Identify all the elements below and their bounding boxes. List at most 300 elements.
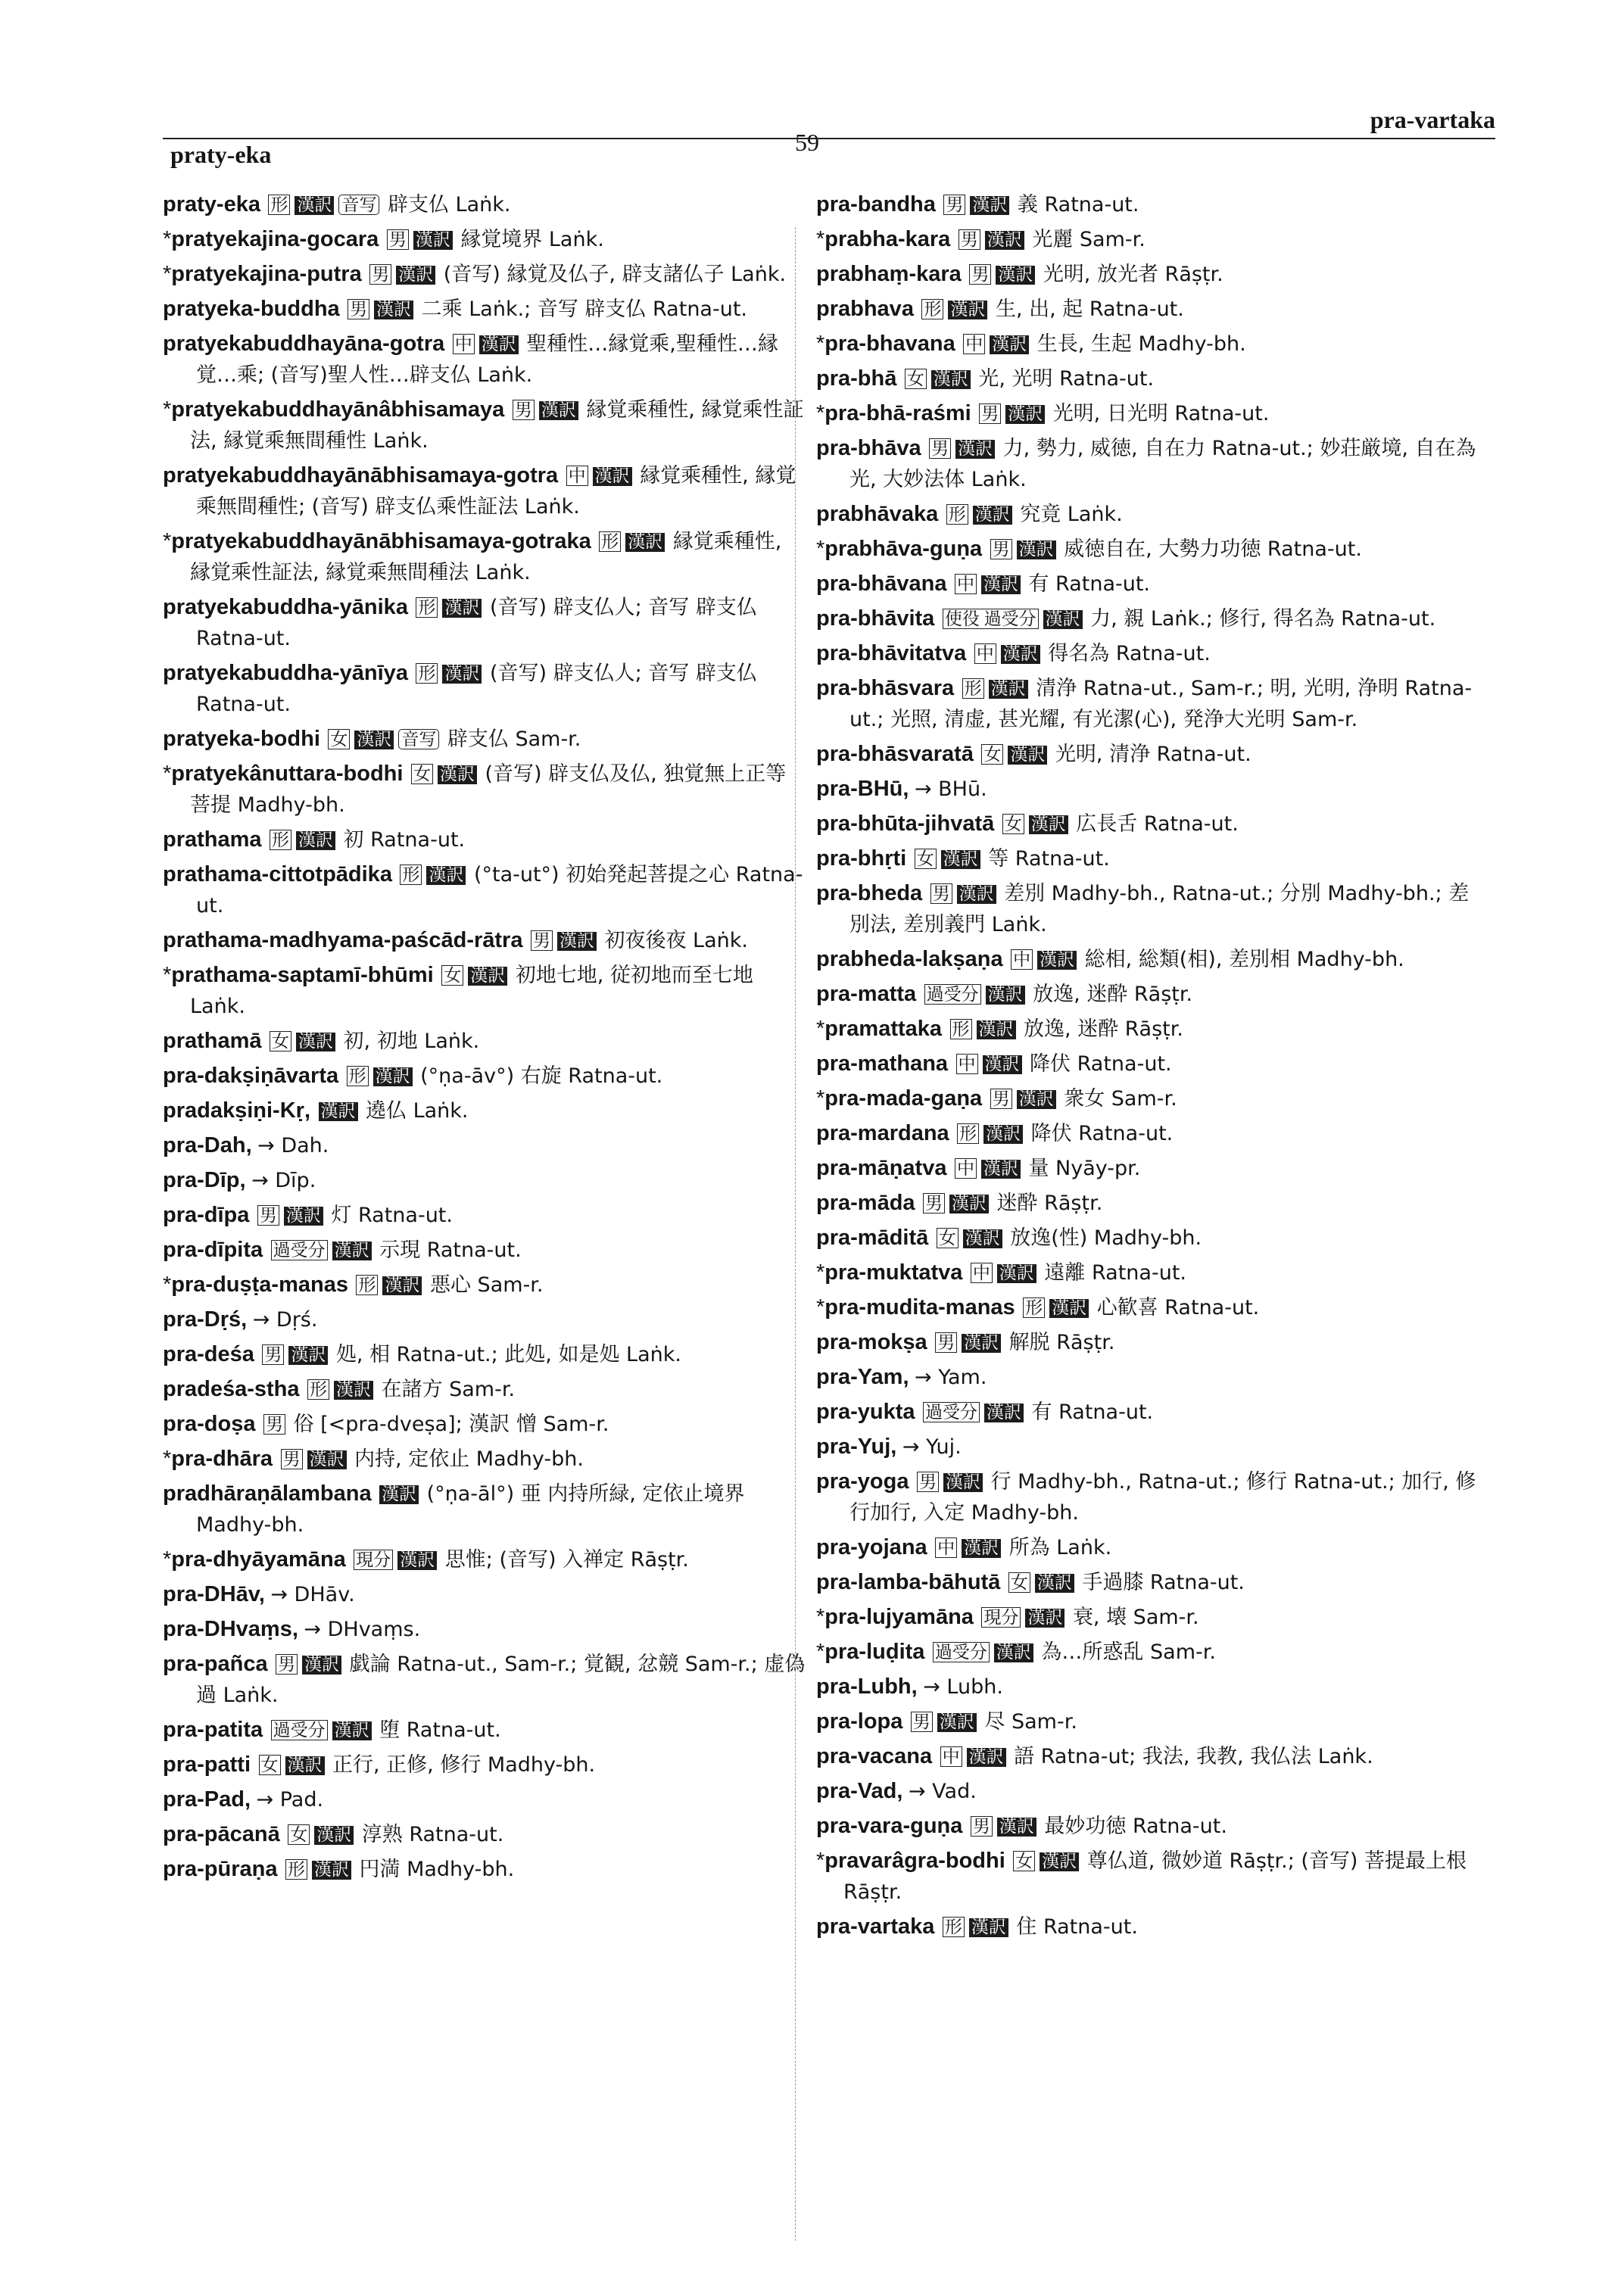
entry-text: 衰, 壊 Sam-r. <box>1072 1606 1199 1629</box>
kanyaku-tag: 漢訳 <box>1025 1609 1064 1628</box>
grammar-tag: 過受分 <box>271 1240 328 1260</box>
grammar-tag: 女 <box>270 1031 291 1051</box>
headword: pra-Pad, <box>163 1787 251 1812</box>
grammar-tag: 男 <box>923 1193 945 1213</box>
entry-text: (°ta-ut°) 初始発起菩提之心 Ratna-ut. <box>196 863 803 918</box>
entry-text: 尽 Sam-r. <box>984 1710 1077 1734</box>
kanyaku-tag: 漢訳 <box>468 967 507 986</box>
dictionary-entry <box>163 294 806 325</box>
dictionary-entry <box>816 1048 1482 1080</box>
grammar-tag: 中 <box>1011 949 1033 970</box>
entry-text: (音写) 辟支仏人; 音写 辟支仏 Ratna-ut. <box>196 596 757 650</box>
kanyaku-tag: 漢訳 <box>314 1826 354 1845</box>
grammar-tag: 男 <box>281 1449 303 1469</box>
kanyaku-tag: 漢訳 <box>354 731 394 749</box>
entry-text: 初地七地, 従初地而至七地 Laṅk. <box>190 964 753 1018</box>
dictionary-entry <box>163 1478 806 1541</box>
grammar-tag: 男 <box>990 1089 1012 1109</box>
headword: pra-bhṛti <box>816 846 907 871</box>
kanyaku-tag: 漢訳 <box>937 1713 977 1732</box>
kanyaku-tag: 漢訳 <box>931 370 971 389</box>
grammar-tag: 過受分 <box>923 1402 980 1422</box>
entry-text: 総相, 総類(相), 差別相 Madhy-bh. <box>1084 948 1404 971</box>
dictionary-entry <box>816 979 1482 1010</box>
headword: pra-Yam, <box>816 1365 909 1389</box>
grammar-tag: 男 <box>348 299 369 319</box>
entry-text: 有 Ratna-ut. <box>1031 1400 1154 1424</box>
dictionary-entry <box>163 460 806 522</box>
entry-text: 心歓喜 Ratna-ut. <box>1096 1296 1260 1319</box>
dictionary-entry <box>163 1304 806 1335</box>
grammar-tag: 形 <box>347 1066 369 1086</box>
entry-text: 放逸, 迷酔 Rāṣṭr. <box>1033 983 1193 1006</box>
dictionary-entry <box>816 569 1482 600</box>
kanyaku-tag: 漢訳 <box>438 765 477 784</box>
entry-text: 光明, 日光明 Ratna-ut. <box>1052 402 1270 425</box>
entry-text: 力, 勢力, 威徳, 自在力 Ratna-ut.; 妙荘厳境, 自在為光, 大妙法体 Laṅk. <box>849 437 1476 491</box>
grammar-tag: 男 <box>959 229 980 250</box>
headword: prathama-cittotpādika <box>163 862 392 886</box>
headword: pra-DHvaṃs, <box>163 1617 298 1641</box>
grammar-tag: 男 <box>276 1654 298 1675</box>
dictionary-entry <box>816 1671 1482 1703</box>
grammar-tag: 男 <box>969 264 991 285</box>
entry-text: 差別 Madhy-bh., Ratna-ut.; 分別 Madhy-bh.; 差別法, 差別義門 Laṅk. <box>849 882 1470 936</box>
headword: pradakṣiṇi-Kṛ, <box>163 1098 310 1123</box>
dictionary-entry <box>163 1270 806 1301</box>
kanyaku-tag: 漢訳 <box>962 1539 1001 1558</box>
headword: pra-matta <box>816 982 917 1006</box>
headword: * pra-mudita-manas <box>816 1295 1015 1319</box>
headword: * pra-lujyamāna <box>816 1605 974 1629</box>
kanyaku-tag: 漢訳 <box>1049 1299 1089 1318</box>
dictionary-entry <box>816 878 1482 940</box>
headword: prabheda-lakṣaṇa <box>816 947 1003 971</box>
entry-text: 内持, 定依止 Madhy-bh. <box>354 1447 584 1471</box>
grammar-tag: 女 <box>1008 1572 1030 1593</box>
grammar-tag: 男 <box>917 1472 939 1492</box>
grammar-tag: 形 <box>400 865 422 885</box>
dictionary-entry <box>163 1130 806 1161</box>
dictionary-entry <box>163 1339 806 1370</box>
headword: * prabha-kara <box>816 227 950 251</box>
entry-text: 悪心 Sam-r. <box>429 1273 544 1297</box>
headword: pra-pañca <box>163 1652 268 1676</box>
grammar-tag: 男 <box>930 883 952 904</box>
kanyaku-tag: 漢訳 <box>981 575 1021 594</box>
dictionary-entry <box>163 1819 806 1850</box>
kanyaku-tag: 漢訳 <box>285 1756 325 1775</box>
kanyaku-tag: 漢訳 <box>332 1721 372 1740</box>
grammar-tag: 男 <box>990 539 1012 559</box>
kanyaku-tag: 漢訳 <box>379 1485 419 1504</box>
headword: pra-bhāvitatva <box>816 641 967 665</box>
page-number: 59 <box>795 129 819 156</box>
headword: pra-vacana <box>816 1744 933 1768</box>
dictionary-entry <box>816 329 1482 360</box>
dictionary-entry <box>163 724 806 755</box>
kanyaku-tag: 漢訳 <box>374 301 413 319</box>
dictionary-entry <box>816 1014 1482 1045</box>
entry-text: 放逸, 迷酔 Rāṣṭr. <box>1024 1017 1183 1041</box>
headword: prathama <box>163 827 262 852</box>
kanyaku-tag: 漢訳 <box>312 1861 351 1880</box>
entry-text: 為…所惑乱 Sam-r. <box>1041 1640 1216 1664</box>
grammar-tag: 女 <box>1002 814 1024 834</box>
entry-text: 最妙功徳 Ratna-ut. <box>1044 1815 1227 1838</box>
entry-text: 降伏 Ratna-ut. <box>1030 1122 1174 1145</box>
entry-text: 縁覚乘種性, 縁覚乘性証法, 縁覚乘無間種法 Laṅk. <box>190 530 782 584</box>
headword: pra-patita <box>163 1718 263 1742</box>
dictionary-entry <box>163 1235 806 1266</box>
headword: * pratyekabuddhayānābhisamaya-gotraka <box>163 529 591 553</box>
kanyaku-tag: 漢訳 <box>332 1242 372 1260</box>
grammar-tag: 中 <box>935 1537 957 1558</box>
headword: * pra-muktatva <box>816 1260 962 1285</box>
headword: * pramattaka <box>816 1017 942 1041</box>
headword: prathama-madhyama-paścād-rātra <box>163 928 523 952</box>
kanyaku-tag: 漢訳 <box>442 599 482 618</box>
dictionary-entry <box>816 739 1482 770</box>
dictionary-entry <box>816 534 1482 565</box>
grammar-tag: 中 <box>963 334 985 354</box>
entry-text: 聖種性…縁覚乘,聖種性…縁覚…乘; (音写)聖人性…辟支仏 Laṅk. <box>196 332 778 387</box>
headword: * pra-dhāra <box>163 1447 273 1471</box>
entry-text: 光明, 清浄 Ratna-ut. <box>1055 743 1252 766</box>
headword: prabhāvaka <box>816 502 939 526</box>
grammar-tag: 過受分 <box>271 1720 328 1740</box>
entry-text: 衆女 Sam-r. <box>1064 1087 1177 1111</box>
entry-text: 清浄 Ratna-ut., Sam-r.; 明, 光明, 浄明 Ratna-ut.; 光照, 清虚, 甚光耀, 有光潔(心), 発浄大光明 Sam-r. <box>849 677 1473 731</box>
kanyaku-tag: 漢訳 <box>396 266 435 285</box>
dictionary-entry <box>816 1188 1482 1219</box>
grammar-tag: 中 <box>971 1263 993 1283</box>
kanyaku-tag: 漢訳 <box>963 1229 1002 1248</box>
grammar-tag: 男 <box>531 930 553 951</box>
headword: * pra-mada-gaṇa <box>816 1086 982 1111</box>
headword: * pra-luḍita <box>816 1640 924 1664</box>
grammar-tag: 男 <box>935 1332 957 1353</box>
kanyaku-tag: 漢訳 <box>288 1346 328 1365</box>
headword: pra-Dah, <box>163 1133 252 1157</box>
dictionary-entry <box>816 638 1482 669</box>
headword: pra-yoga <box>816 1469 909 1494</box>
headword: pra-lamba-bāhutā <box>816 1570 1001 1594</box>
dictionary-entry <box>163 526 806 588</box>
entry-text: 降伏 Ratna-ut. <box>1030 1052 1172 1076</box>
dictionary-entry <box>816 673 1482 735</box>
dictionary-entry <box>816 1776 1482 1807</box>
right-column <box>816 189 1482 1946</box>
headword: pra-vara-guṇa <box>816 1814 963 1838</box>
dictionary-entry <box>163 1579 806 1610</box>
kanyaku-tag: 漢訳 <box>307 1450 347 1469</box>
kanyaku-tag: 漢訳 <box>426 866 466 885</box>
kanyaku-tag: 漢訳 <box>397 1551 437 1570</box>
dictionary-entry <box>163 1614 806 1645</box>
dictionary-entry <box>816 1292 1482 1323</box>
dictionary-entry <box>816 1911 1482 1943</box>
dictionary-entry <box>816 1083 1482 1114</box>
headword: pra-māṇatva <box>816 1156 947 1180</box>
dictionary-entry <box>816 259 1482 290</box>
kanyaku-tag: 漢訳 <box>625 533 665 552</box>
kanyaku-tag: 漢訳 <box>986 986 1025 1005</box>
grammar-tag: 男 <box>513 400 535 420</box>
headword: pra-māditā <box>816 1226 929 1250</box>
headword: pra-bhāsvara <box>816 676 955 700</box>
entry-text: 遶仏 Laṅk. <box>366 1099 469 1123</box>
dictionary-entry <box>163 960 806 1022</box>
dictionary-entry <box>816 603 1482 634</box>
dictionary-entry <box>163 1026 806 1057</box>
grammar-tag: 形 <box>921 299 943 319</box>
entry-text: 得名為 Ratna-ut. <box>1048 642 1211 665</box>
headword: pratyekabuddhayāna-gotra <box>163 332 445 356</box>
headword: pra-bhā <box>816 366 897 391</box>
kanyaku-tag: 漢訳 <box>382 1276 422 1295</box>
grammar-tag: 中 <box>955 1158 977 1179</box>
dictionary-entry <box>816 1846 1482 1908</box>
kanyaku-tag: 漢訳 <box>970 196 1009 215</box>
entry-text: 有 Ratna-ut. <box>1028 572 1151 596</box>
headword: pra-doṣa <box>163 1412 256 1436</box>
headword: * pra-bhavana <box>816 332 955 356</box>
headword: pra-mokṣa <box>816 1330 927 1354</box>
headword: pratyeka-buddha <box>163 297 340 321</box>
grammar-tag: 女 <box>905 369 927 389</box>
kanyaku-tag: 漢訳 <box>373 1067 413 1086</box>
kanyaku-tag: 漢訳 <box>1029 815 1068 834</box>
dictionary-entry <box>163 1715 806 1746</box>
headword: * prabhāva-guṇa <box>816 537 982 561</box>
dictionary-entry <box>816 1223 1482 1254</box>
headword: pradhāraṇālambana <box>163 1481 372 1506</box>
entry-text: 円満 Madhy-bh. <box>359 1858 515 1881</box>
entry-text: 戯論 Ratna-ut., Sam-r.; 覚観, 忿競 Sam-r.; 虚偽過 Laṅk. <box>196 1653 806 1707</box>
page-header <box>163 98 1495 167</box>
headword: pradeśa-stha <box>163 1377 300 1401</box>
entry-text: → Yuj. <box>902 1435 962 1459</box>
grammar-tag: 女 <box>915 849 937 869</box>
kanyaku-tag: 漢訳 <box>1040 1852 1079 1871</box>
kanyaku-tag: 漢訳 <box>989 680 1028 699</box>
headword: pra-dīpita <box>163 1238 263 1262</box>
headword: * pravarâgra-bodhi <box>816 1849 1005 1873</box>
entry-text: 正行, 正修, 修行 Madhy-bh. <box>332 1753 596 1777</box>
dictionary-entry <box>816 1532 1482 1563</box>
dictionary-entry <box>163 925 806 956</box>
headword: pra-Lubh, <box>816 1675 918 1699</box>
kanyaku-tag: 漢訳 <box>997 1264 1036 1283</box>
kanyaku-tag: 漢訳 <box>967 1748 1006 1767</box>
grammar-tag: 中 <box>566 466 588 486</box>
grammar-tag: 中 <box>955 574 977 594</box>
entry-text: 堕 Ratna-ut. <box>379 1718 501 1742</box>
entry-text: → Yam. <box>915 1366 987 1389</box>
grammar-tag: 男 <box>257 1205 279 1226</box>
grammar-tag: 男 <box>262 1344 284 1365</box>
grammar-tag: 中 <box>956 1054 978 1074</box>
dictionary-entry <box>163 759 806 821</box>
grammar-tag: 形 <box>946 504 968 525</box>
grammar-tag: 形 <box>957 1123 979 1144</box>
grammar-tag: 男 <box>369 264 391 285</box>
entry-text: 初, 初地 Laṅk. <box>343 1030 480 1053</box>
entry-text: 初 Ratna-ut. <box>343 828 466 852</box>
kanyaku-tag: 漢訳 <box>962 1334 1001 1353</box>
headword: pra-deśa <box>163 1342 254 1366</box>
entry-text: 縁覚乘種性, 縁覚乘性証法, 縁覚乘無間種性 Laṅk. <box>190 398 804 453</box>
entry-text: 究竟 Laṅk. <box>1020 503 1123 526</box>
grammar-tag: 女 <box>441 965 463 986</box>
kanyaku-tag: 漢訳 <box>334 1381 373 1400</box>
entry-text: → Vad. <box>908 1780 977 1803</box>
grammar-tag: 中 <box>940 1746 962 1767</box>
entry-text: (音写) 辟支仏及仏, 独覚無上正等菩提 Madhy-bh. <box>190 762 787 817</box>
dictionary-entry <box>163 1374 806 1405</box>
dictionary-entry <box>163 224 806 255</box>
kanyaku-tag: 漢訳 <box>949 1195 989 1213</box>
dictionary-entry <box>816 1257 1482 1288</box>
dictionary-entry <box>816 224 1482 255</box>
entry-text: 遠離 Ratna-ut. <box>1044 1261 1186 1285</box>
running-head-right: pra-vartaka <box>1370 106 1495 133</box>
headword: pra-BHū, <box>816 777 909 801</box>
dictionary-entry <box>163 1544 806 1575</box>
dictionary-entry <box>816 1602 1482 1633</box>
grammar-tag: 形 <box>943 1917 965 1937</box>
headword: * pra-duṣṭa-manas <box>163 1273 348 1297</box>
entry-text: 灯 Ratna-ut. <box>331 1204 453 1227</box>
headword: pra-bhāsvaratā <box>816 742 974 766</box>
grammar-tag: 形 <box>416 663 438 684</box>
entry-text: 光明, 放光者 Rāṣṭr. <box>1043 263 1223 286</box>
headword: prabhaṃ-kara <box>816 262 962 286</box>
headword: pratyeka-bodhi <box>163 727 320 751</box>
dictionary-entry <box>816 1432 1482 1463</box>
dictionary-entry <box>163 1095 806 1126</box>
kanyaku-tag: 漢訳 <box>994 1643 1033 1662</box>
headword: pra-DHāv, <box>163 1582 265 1606</box>
kanyaku-tag: 漢訳 <box>969 1918 1008 1937</box>
kanyaku-tag: 漢訳 <box>302 1656 341 1675</box>
entry-text: 力, 親 Laṅk.; 修行, 得名為 Ratna-ut. <box>1090 607 1436 631</box>
dictionary-entry <box>816 1637 1482 1668</box>
entry-text: 淳熟 Ratna-ut. <box>361 1823 504 1846</box>
dictionary-entry <box>163 1409 806 1440</box>
kanyaku-tag: 漢訳 <box>985 231 1024 250</box>
entry-text: 処, 相 Ratna-ut.; 此処, 如是処 Laṅk. <box>335 1343 681 1366</box>
grammar-tag: 形 <box>962 678 984 699</box>
dictionary-entry <box>816 1466 1482 1528</box>
headword: * pra-dhyāyamāna <box>163 1547 346 1572</box>
entry-text: (°ṇa-āv°) 右旋 Ratna-ut. <box>420 1064 663 1088</box>
headword: pra-dakṣiṇāvarta <box>163 1064 339 1088</box>
grammar-tag: 女 <box>981 744 1003 765</box>
grammar-tag: 過受分 <box>933 1642 990 1662</box>
entry-text: (音写) 辟支仏人; 音写 辟支仏 Ratna-ut. <box>196 662 757 716</box>
kanyaku-tag: 漢訳 <box>284 1207 323 1226</box>
dictionary-entry <box>163 1854 806 1885</box>
dictionary-entry <box>163 1649 806 1711</box>
grammar-tag: 使役 過受分 <box>943 609 1039 629</box>
grammar-tag: 男 <box>971 1816 993 1837</box>
kanyaku-tag: 漢訳 <box>296 1033 335 1051</box>
entry-text: 所為 Laṅk. <box>1008 1536 1112 1559</box>
entry-text: 俗 [<pra-dveṣa]; 漢訳 憎 Sam-r. <box>293 1413 609 1436</box>
grammar-tag: 男 <box>387 229 409 250</box>
entry-text: 生, 出, 起 Ratna-ut. <box>995 298 1184 321</box>
kanyaku-tag: 漢訳 <box>941 850 980 869</box>
grammar-tag: 男 <box>911 1712 933 1732</box>
running-head-left: praty-eka <box>170 141 272 168</box>
headword: prabhava <box>816 297 914 321</box>
entry-text: 辟支仏 Sam-r. <box>447 727 581 751</box>
dictionary-entry <box>816 1118 1482 1149</box>
entry-text: 縁覚乘種性, 縁覚乘無間種性; (音写) 辟支仏乘性証法 Laṅk. <box>196 464 796 519</box>
dictionary-entry <box>816 1567 1482 1598</box>
entry-text: → Pad. <box>256 1788 324 1812</box>
headword: pra-dīpa <box>163 1203 250 1227</box>
entry-text: → BHū. <box>914 777 987 801</box>
grammar-tag: 女 <box>411 764 433 784</box>
grammar-tag: 形 <box>285 1859 307 1880</box>
headword: * pratyekajina-putra <box>163 262 362 286</box>
dictionary-entry <box>163 189 806 220</box>
kanyaku-tag: 漢訳 <box>557 932 597 951</box>
dictionary-entry <box>816 808 1482 840</box>
kanyaku-tag: 漢訳 <box>1001 645 1040 664</box>
dictionary-entry <box>163 824 806 855</box>
headword: pra-māda <box>816 1191 915 1215</box>
kanyaku-tag: 漢訳 <box>983 1125 1023 1144</box>
kanyaku-tag: 漢訳 <box>997 1818 1036 1837</box>
dictionary-entry <box>163 259 806 290</box>
dictionary-entry <box>816 1153 1482 1184</box>
kanyaku-tag: 漢訳 <box>943 1473 983 1492</box>
headword: pra-bheda <box>816 881 923 905</box>
headword: pra-mardana <box>816 1121 949 1145</box>
headword: pra-Yuj, <box>816 1435 897 1459</box>
headword: pra-pācanā <box>163 1822 280 1846</box>
headword: * pratyekânuttara-bodhi <box>163 762 403 786</box>
kanyaku-tag: 漢訳 <box>442 665 482 684</box>
grammar-tag: 形 <box>356 1275 378 1295</box>
dictionary-entry <box>163 1444 806 1475</box>
kanyaku-tag: 漢訳 <box>990 335 1029 354</box>
entry-text: 光, 光明 Ratna-ut. <box>978 367 1155 391</box>
dictionary-entry <box>163 592 806 654</box>
entry-text: 尊仏道, 微妙道 Rāṣṭr.; (音写) 菩提最上根 Rāṣṭr. <box>843 1849 1467 1904</box>
onsha-tag: 音写 <box>338 195 379 215</box>
kanyaku-tag: 漢訳 <box>1035 1574 1074 1593</box>
entry-text: → Dīp. <box>251 1169 316 1192</box>
grammar-tag: 女 <box>288 1824 310 1845</box>
kanyaku-tag: 漢訳 <box>948 301 987 319</box>
headword: * pra-bhā-raśmi <box>816 401 971 425</box>
headword: pra-bandha <box>816 192 936 217</box>
dictionary-entry <box>816 433 1482 495</box>
dictionary-entry <box>816 363 1482 394</box>
entry-text: 辟支仏 Laṅk. <box>387 193 511 217</box>
dictionary-entry <box>816 1327 1482 1358</box>
entry-text: (音写) 縁覚及仏子, 辟支諸仏子 Laṅk. <box>443 263 787 286</box>
entry-text: → Lubh. <box>923 1675 1003 1699</box>
headword: pra-Dīp, <box>163 1168 246 1192</box>
entry-text: → DHāv. <box>270 1583 355 1606</box>
headword: pra-bhāvita <box>816 606 935 631</box>
